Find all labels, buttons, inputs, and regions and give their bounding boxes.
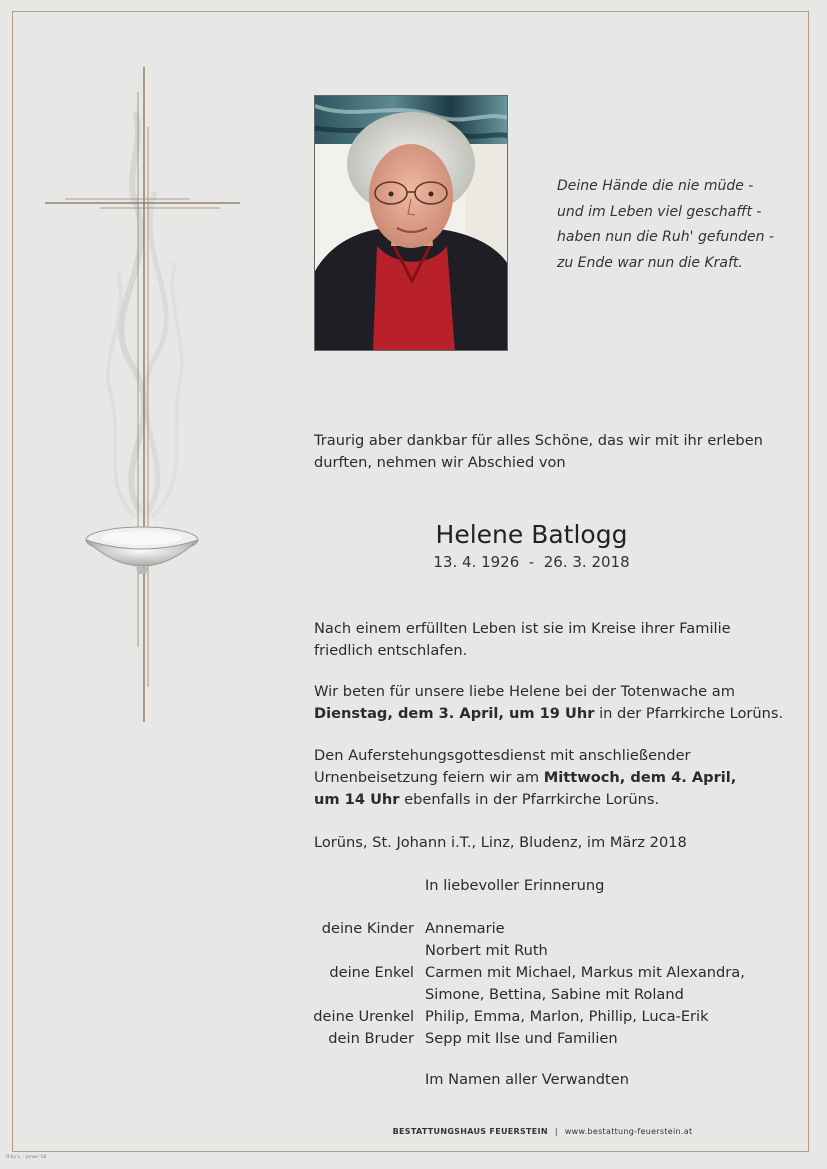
life-dates: 13. 4. 1926 - 26. 3. 2018	[433, 553, 630, 571]
family-names: Norbert mit Ruth	[425, 942, 548, 959]
paragraph-line: Den Auferstehungsgottesdienst mit anschließender	[314, 747, 691, 764]
paragraph-line	[314, 703, 784, 725]
quote-line: und im Leben viel geschafft -	[557, 203, 762, 220]
paragraph-line: Nach einem erfüllten Leben ist sie im Kreise ihrer Familie	[314, 620, 731, 637]
remembrance-line: In liebevoller Erinnerung	[425, 877, 605, 894]
passing-paragraph	[314, 618, 774, 662]
website-link[interactable]: www.bestattung-feuerstein.at	[564, 1127, 693, 1136]
intro-line: durften, nehmen wir Abschied von	[314, 454, 566, 471]
family-relation: deine Kinder	[321, 920, 414, 937]
family-relation	[300, 940, 425, 962]
paragraph-line: Wir beten für unsere liebe Helene bei der Totenwache am	[314, 683, 735, 700]
closing-line: Im Namen aller Verwandten	[425, 1071, 629, 1088]
print-code: ff by L. - Jonas '10	[6, 1155, 47, 1160]
family-row	[300, 1028, 745, 1050]
wake-date-time: Dienstag, dem 3. April, um 19 Uhr	[314, 705, 595, 722]
family-list	[300, 918, 745, 1050]
place-date	[314, 832, 774, 854]
family-names: Annemarie	[425, 920, 505, 937]
funeral-text: Urnenbeisetzung feiern wir am	[314, 769, 544, 786]
funeral-time: um 14 Uhr	[314, 791, 400, 808]
footer	[310, 1127, 775, 1136]
family-relation: dein Bruder	[328, 1030, 414, 1047]
footer-separator: |	[554, 1127, 558, 1136]
quote-line: zu Ende war nun die Kraft.	[557, 254, 743, 271]
intro-text	[314, 430, 763, 474]
family-row	[300, 1006, 745, 1028]
quote-line: Deine Hände die nie müde -	[557, 178, 754, 194]
deceased-name: Helene Batlogg	[435, 520, 628, 549]
family-row	[300, 918, 745, 940]
family-row	[300, 984, 745, 1006]
wake-location: in der Pfarrkirche Lorüns.	[594, 705, 784, 722]
paragraph-line	[314, 767, 774, 789]
family-row	[300, 962, 745, 984]
family-relation	[300, 984, 425, 1006]
paragraph-line	[314, 789, 774, 811]
family-names: Simone, Bettina, Sabine mit Roland	[425, 986, 684, 1003]
wake-paragraph	[314, 681, 784, 725]
portrait-photo	[314, 95, 508, 351]
intro-line: Traurig aber dankbar für alles Schöne, das wir mit ihr erleben	[314, 432, 763, 449]
family-names: Sepp mit Ilse und Familien	[425, 1030, 618, 1047]
poem-quote	[557, 174, 787, 276]
quote-line: haben nun die Ruh' gefunden -	[557, 229, 775, 245]
funeral-location: ebenfalls in der Pfarrkirche Lorüns.	[399, 791, 660, 808]
family-relation: deine Urenkel	[313, 1008, 414, 1025]
paragraph-line: friedlich entschlafen.	[314, 642, 468, 659]
family-names: Philip, Emma, Marlon, Phillip, Luca-Erik	[425, 1008, 709, 1025]
family-relation: deine Enkel	[329, 964, 414, 981]
family-row	[300, 940, 745, 962]
family-names: Carmen mit Michael, Markus mit Alexandra,	[425, 964, 745, 981]
funeral-home-name: BESTATTUNGSHAUS FEUERSTEIN	[392, 1127, 548, 1136]
place-date-line: Lorüns, St. Johann i.T., Linz, Bludenz, im März 2018	[314, 834, 687, 851]
funeral-paragraph	[314, 745, 774, 811]
cross-with-flame-bowl-icon	[40, 62, 250, 732]
funeral-date: Mittwoch, dem 4. April,	[543, 769, 737, 786]
